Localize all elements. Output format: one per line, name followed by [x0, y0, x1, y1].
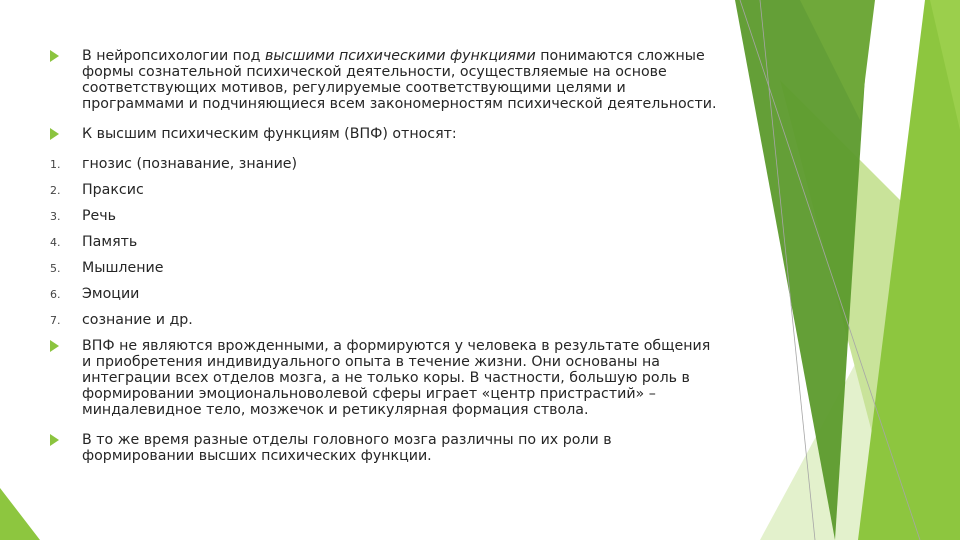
slide-content [50, 48, 720, 474]
list-item-number: 5. [50, 262, 61, 275]
triangle-bullet-icon [50, 128, 59, 140]
list-item [50, 156, 720, 172]
brain-regions-text: В то же время разные отделы головного мозга различны по их роли в формировании высших психических функции. [82, 432, 612, 464]
list-item [50, 234, 720, 250]
triangle-bullet-icon [50, 434, 59, 446]
list-item-number: 2. [50, 184, 61, 197]
definition-emphasis: высшими психическими функциями [264, 48, 536, 64]
paragraph-formation [50, 338, 720, 418]
paragraph-list-intro [50, 126, 720, 142]
triangle-bullet-icon [50, 340, 59, 352]
list-item-text: Речь [82, 208, 117, 224]
list-item-text: Эмоции [82, 286, 140, 302]
list-item-number: 6. [50, 288, 61, 301]
paragraph-definition [50, 48, 720, 112]
definition-text-start: В нейропсихологии под [82, 48, 265, 64]
list-item [50, 312, 720, 328]
list-item-text: Праксис [82, 182, 144, 198]
list-item-number: 7. [50, 314, 61, 327]
list-item-text: Мышление [82, 260, 164, 276]
triangle-bullet-icon [50, 50, 59, 62]
list-item [50, 208, 720, 224]
list-item-number: 4. [50, 236, 61, 249]
list-item-text: гнозис (познавание, знание) [82, 156, 298, 172]
left-corner-triangle [0, 488, 40, 540]
list-intro-text: К высшим психическим функциям (ВПФ) относят: [82, 126, 457, 142]
list-item-text: сознание и др. [82, 312, 193, 328]
list-item-text: Память [82, 234, 138, 250]
list-item [50, 182, 720, 198]
definition-text-end: понимаются сложные формы сознательной психической деятельности, осуществляемые на основе соответствующих мотивов, регулируемые соответствующими целями и программами и подчиняющиеся всем закономерностям психической деятельности. [82, 48, 717, 112]
list-item-number: 1. [50, 158, 61, 171]
list-item-number: 3. [50, 210, 61, 223]
list-item [50, 286, 720, 302]
paragraph-brain-regions [50, 432, 720, 464]
formation-text: ВПФ не являются врожденными, а формируются у человека в результате общения и приобретения индивидуального опыта в течение жизни. Они основаны на интеграции всех отделов мозга, а не только коры. В частности, большую роль в формировании эмоциональноволевой сферы играет «центр пристрастий» – миндалевидное тело, мозжечок и ретикулярная формация ствола. [82, 338, 711, 418]
list-item [50, 260, 720, 276]
